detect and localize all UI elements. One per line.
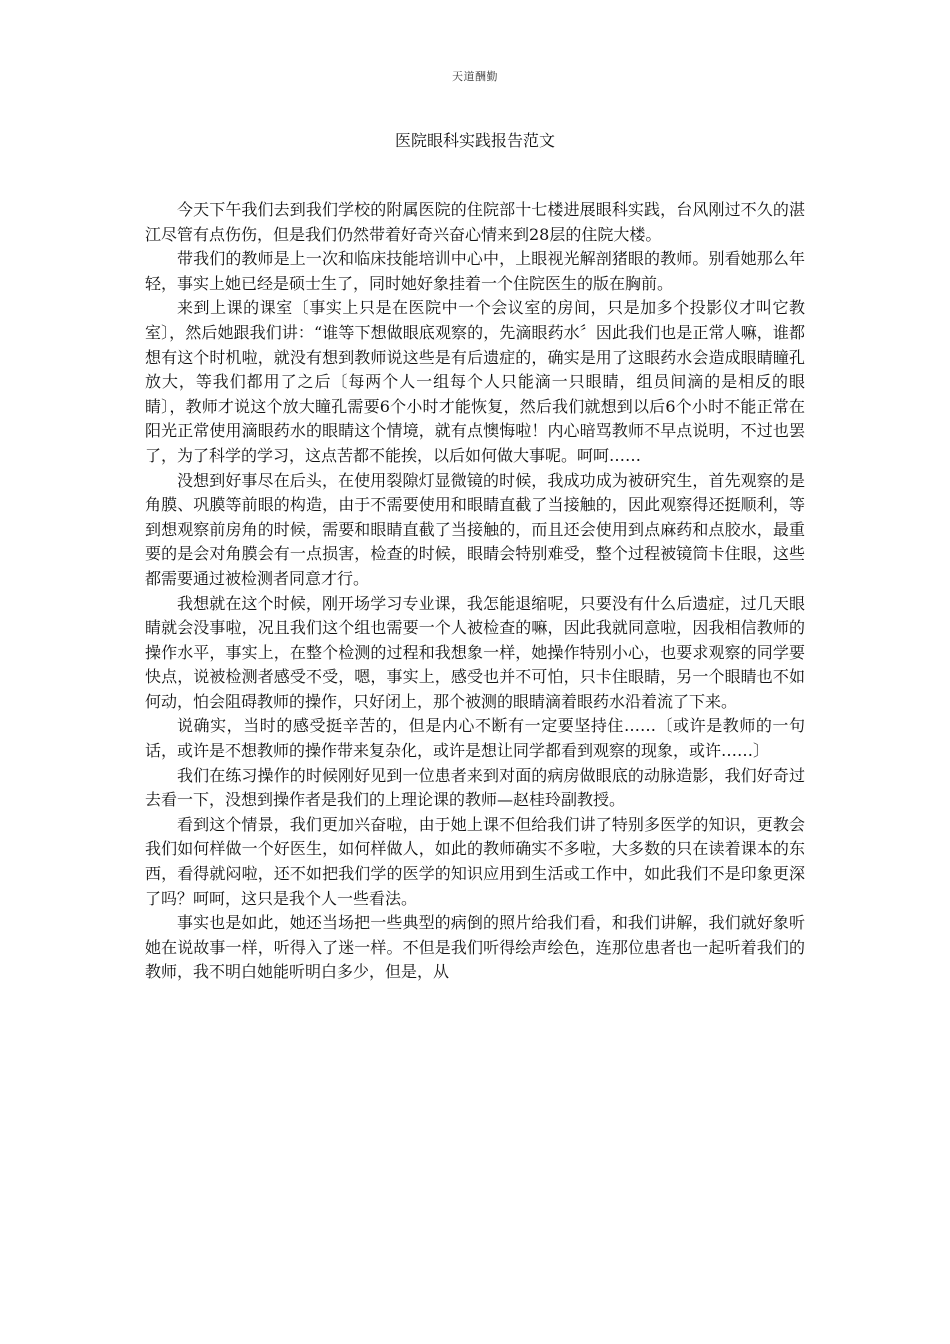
paragraph: 我想就在这个时候，刚开场学习专业课，我怎能退缩呢，只要没有什么后遗症，过几天眼睛就会没事啦，况且我们这个组也需要一个人被检查的嘛，因此我就同意啦，因我相信教师的操作水平，事实上，在整个检测的过程和我想象一样，她操作特别小心，也要求观察的同学要快点，说被检测者感受不受，嗯，事实上，感受也并不可怕，只卡住眼睛，另一个眼睛也不如何动，怕会阻碍教师的操作，只好闭上，那个被测的眼睛滴着眼药水沿着流了下来。: [145, 593, 805, 711]
paragraph: 说确实，当时的感受挺辛苦的，但是内心不断有一定要坚持住……〔或许是教师的一句话，或许是不想教师的操作带来复杂化，或许是想让同学都看到观察的现象，或许……〕: [145, 716, 805, 761]
paragraph: 来到上课的课室〔事实上只是在医院中一个会议室的房间，只是加多个投影仪才叫它教室〕，然后她跟我们讲：“谁等下想做眼底观察的，先滴眼药水〞因此我们也是正常人嘛，谁都想有这个时机啦，就没有想到教师说这些是有后遗症的，确实是用了这眼药水会造成眼睛瞳孔放大，等我们都用了之后〔每两个人一组每个人只能滴一只眼睛，组员间滴的是相反的眼睛〕，教师才说这个放大瞳孔需要6个小时才能恢复，然后我们就想到以后6个小时不能正常在阳光正常使用滴眼药水的眼睛这个情境，就有点懊悔啦！内心暗骂教师不早点说明，不过也罢了，为了科学的学习，这点苦都不能挨，以后如何做大事呢。呵呵……: [145, 298, 805, 465]
page-header: 天道酬勤: [452, 70, 498, 83]
document-title: 医院眼科实践报告范文: [394, 131, 555, 150]
paragraph: 带我们的教师是上一次和临床技能培训中心中，上眼视光解剖猪眼的教师。别看她那么年轻，事实上她已经是硕士生了，同时她好象挂着一个住院医生的版在胸前。: [145, 249, 805, 293]
document-body: [145, 198, 805, 985]
paragraph: 没想到好事尽在后头，在使用裂隙灯显微镜的时候，我成功成为被研究生，首先观察的是角膜、巩膜等前眼的构造，由于不需要使用和眼睛直截了当接触的，因此观察得还挺顺利，等到想观察前房角的时候，需要和眼睛直截了当接触的，而且还会使用到点麻药和点胶水，最重要的是会对角膜会有一点损害，检查的时候，眼睛会特别难受，整个过程被镜筒卡住眼，这些都需要通过被检测者同意才行。: [145, 470, 805, 588]
paragraph: 事实也是如此，她还当场把一些典型的病倒的照片给我们看，和我们讲解，我们就好象听她在说故事一样，听得入了迷一样。不但是我们听得绘声绘色，连那位患者也一起听着我们的教师，我不明白她能听明白多少，但是，从: [145, 913, 805, 982]
paragraph: 我们在练习操作的时候刚好见到一位患者来到对面的病房做眼底的动脉造影，我们好奇过去看一下，没想到操作者是我们的上理论课的教师—赵桂玲副教授。: [145, 765, 805, 810]
paragraph: 看到这个情景，我们更加兴奋啦，由于她上课不但给我们讲了特别多医学的知识，更教会我们如何样做一个好医生，如何样做人，如此的教师确实不多啦，大多数的只在读着课本的东西，看得就闷啦，还不如把我们学的医学的知识应用到生活或工作中，如此我们不是印象更深了吗？呵呵，这只是我个人一些看法。: [145, 814, 805, 908]
paragraph: 今天下午我们去到我们学校的附属医院的住院部十七楼进展眼科实践，台风刚过不久的湛江尽管有点伤伤，但是我们仍然带着好奇兴奋心情来到28层的住院大楼。: [145, 200, 805, 244]
